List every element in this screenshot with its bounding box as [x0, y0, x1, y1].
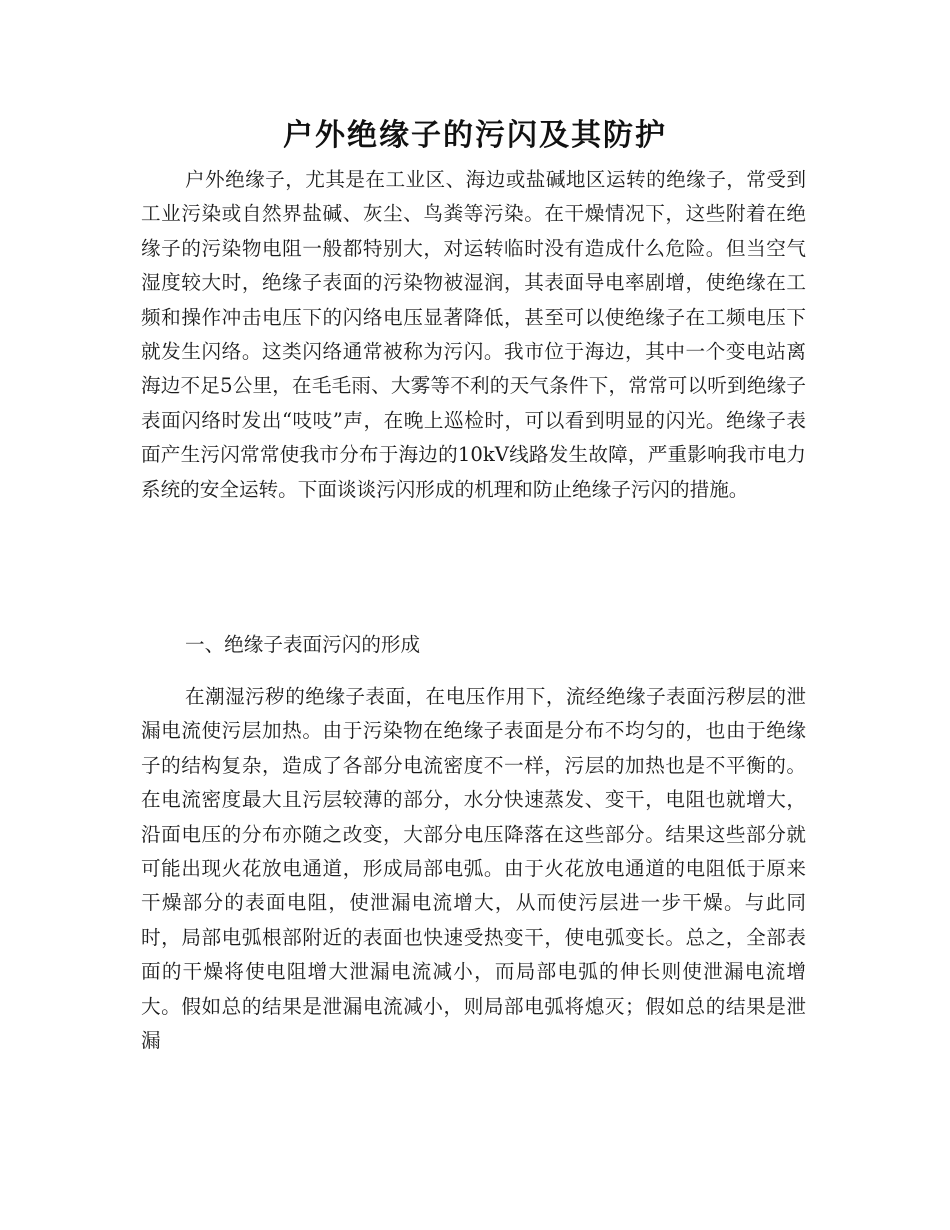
document-title: 户外绝缘子的污闪及其防护 [283, 118, 667, 153]
paragraph-intro: 户外绝缘子，尤其是在工业区、海边或盐碱地区运转的绝缘子，常受到工业污染或自然界盐碱、灰尘、鸟粪等污染。在干燥情况下，这些附着在绝缘子的污染物电阻一般都特别大，对运转临时没有造成什么危险。但当空气湿度较大时，绝缘子表面的污染物被湿润，其表面导电率剧增，使绝缘在工频和操作冲击电压下的闪络电压显著降低，甚至可以使绝缘子在工频电压下就发生闪络。这类闪络通常被称为污闪。我市位于海边，其中一个变电站离海边不足5公里，在毛毛雨、大雾等不利的天气条件下，常常可以听到绝缘子表面闪络时发出“吱吱”声，在晚上巡检时，可以看到明显的闪光。绝缘子表面产生污闪常常使我市分布于海边的10kV线路发生故障，严重影响我市电力系统的安全运转。下面谈谈污闪形成的机理和防止绝缘子污闪的措施。 [141, 168, 806, 501]
section-heading: 一、绝缘子表面污闪的形成 [185, 633, 421, 656]
paragraph-formation: 在潮湿污秽的绝缘子表面，在电压作用下，流经绝缘子表面污秽层的泄漏电流使污层加热。由于污染物在绝缘子表面是分布不均匀的，也由于绝缘子的结构复杂，造成了各部分电流密度不一样，污层的加热也是不平衡的。在电流密度最大且污层较薄的部分，水分快速蒸发、变干，电阻也就增大，沿面电压的分布亦随之改变，大部分电压降落在这些部分。结果这些部分就可能出现火花放电通道，形成局部电弧。由于火花放电通道的电阻低于原来干燥部分的表面电阻，使泄漏电流增大，从而使污层进一步干燥。与此同时，局部电弧根部附近的表面也快速受热变干，使电弧变长。总之，全部表面的干燥将使电阻增大泄漏电流减小，而局部电弧的伸长则使泄漏电流增大。假如总的结果是泄漏电流减小，则局部电弧将熄灭；假如总的结果是泄漏 [141, 685, 806, 1053]
